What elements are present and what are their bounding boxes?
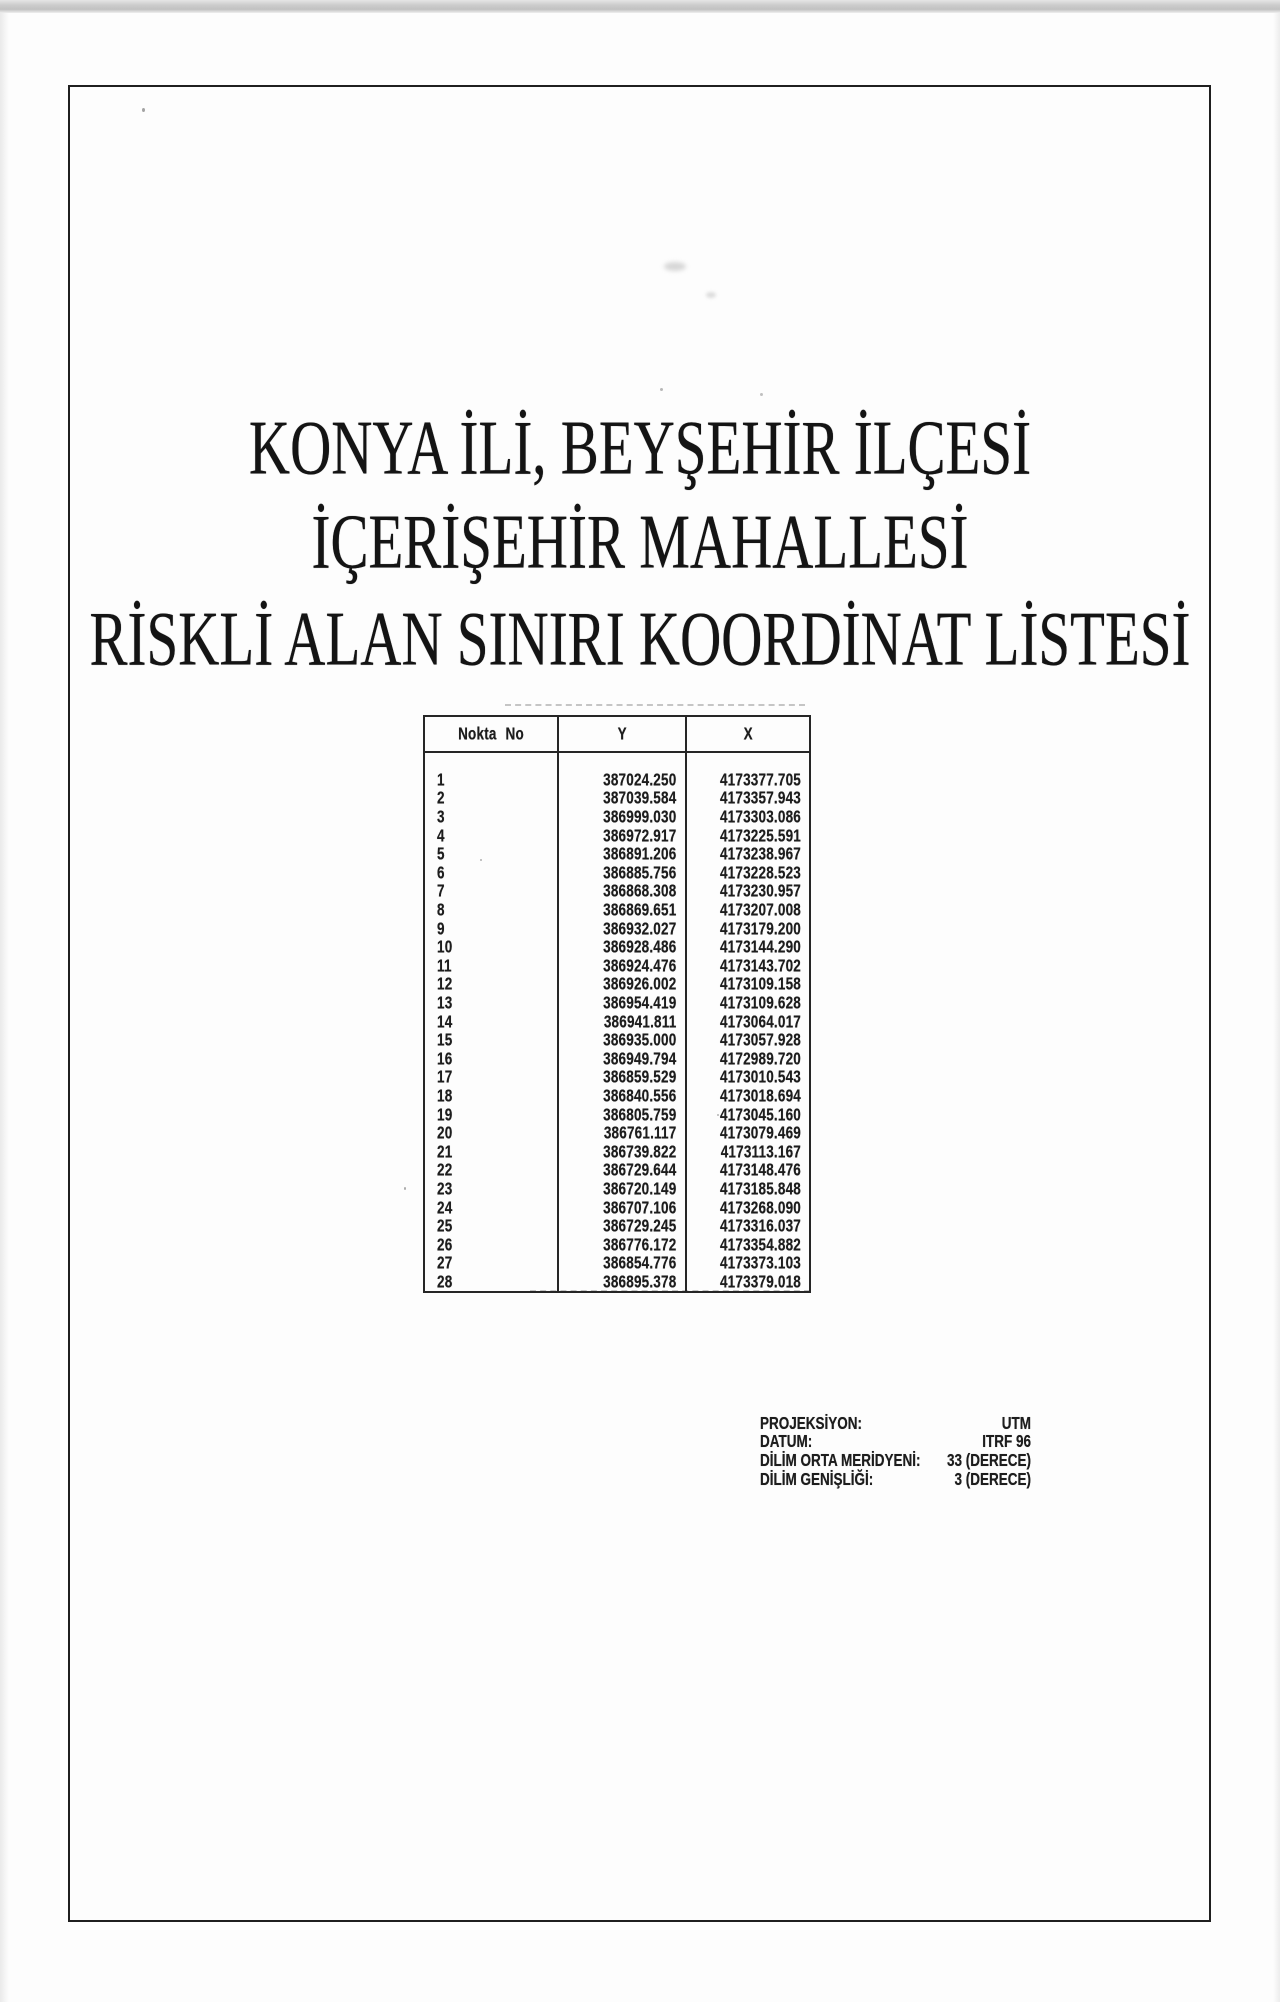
cell-point-no: 14 — [424, 1012, 558, 1031]
cell-point-no: 12 — [424, 975, 558, 994]
zone-width-row — [760, 1470, 1031, 1489]
table-row — [424, 1217, 810, 1236]
column-header-x: X — [686, 716, 810, 752]
cell-x-coordinate: 4173057.928 — [719, 1029, 801, 1050]
table-row — [424, 845, 810, 864]
cell-y-coordinate: 387024.250 — [558, 771, 686, 790]
cell-y-coordinate: 386954.419 — [558, 994, 686, 1013]
zone-width-label: DİLİM GENİŞLİĞİ: — [760, 1469, 874, 1489]
cell-point-no: 13 — [424, 994, 558, 1013]
cell-x-coordinate: 4173379.018 — [719, 1271, 801, 1291]
cell-point-no: 9 — [424, 919, 558, 938]
cell-y-coordinate: 386891.206 — [558, 845, 686, 864]
table-row — [424, 1254, 810, 1273]
cell-point-no: 23 — [424, 1180, 558, 1199]
table-row — [424, 882, 810, 901]
cell-point-no: 17 — [424, 1068, 558, 1087]
scan-speckle — [760, 393, 763, 396]
cell-y-coordinate: 386868.308 — [558, 882, 686, 901]
cell-x-coordinate: 4173303.086 — [719, 806, 801, 827]
cell-y-coordinate: 387039.584 — [558, 789, 686, 808]
cell-x-coordinate: 4173018.694 — [719, 1085, 801, 1106]
cell-point-no: 28 — [424, 1273, 558, 1292]
table-header-row — [424, 716, 810, 752]
column-header-nokta-no: Nokta No — [424, 716, 558, 752]
datum-value: ITRF 96 — [982, 1432, 1031, 1452]
scan-speckle — [664, 262, 686, 271]
document-title-line-3: RİSKLİ ALAN SINIRI KOORDİNAT LİSTESİ — [89, 596, 1191, 682]
column-header-y: Y — [558, 716, 686, 752]
cell-point-no: 22 — [424, 1161, 558, 1180]
cell-x-coordinate: 4173373.103 — [719, 1253, 801, 1273]
cell-y-coordinate: 386924.476 — [558, 957, 686, 976]
cell-x-coordinate: 4173228.523 — [719, 862, 801, 883]
table-row — [424, 1198, 810, 1217]
cell-x-coordinate: 4173377.705 — [719, 769, 801, 790]
projection-label: PROJEKSİYON: — [760, 1413, 863, 1433]
scan-speckle — [404, 1187, 406, 1190]
cell-point-no: 3 — [424, 808, 558, 827]
scan-speckle — [480, 859, 482, 861]
cell-x-coordinate: 4173010.543 — [719, 1067, 801, 1087]
page-right-edge-shadow — [1273, 13, 1280, 2002]
cell-point-no: 27 — [424, 1254, 558, 1273]
projection-info-block — [760, 1414, 1031, 1488]
cell-x-coordinate: 4173357.943 — [719, 788, 801, 808]
cell-point-no: 1 — [424, 771, 558, 790]
table-row — [424, 1273, 810, 1292]
cell-point-no: 8 — [424, 901, 558, 920]
cell-point-no: 11 — [424, 957, 558, 976]
central-meridian-value: 33 (DERECE) — [946, 1450, 1031, 1470]
table-row — [424, 994, 810, 1013]
cell-point-no: 21 — [424, 1142, 558, 1161]
cell-y-coordinate: 386926.002 — [558, 975, 686, 994]
cell-x-coordinate: 4173144.290 — [719, 936, 801, 957]
datum-label: DATUM: — [760, 1432, 813, 1452]
scan-speckle — [717, 1114, 719, 1116]
table-row — [424, 938, 810, 957]
cell-y-coordinate: 386761.117 — [558, 1124, 686, 1143]
cell-y-coordinate: 386739.822 — [558, 1142, 686, 1161]
table-row — [424, 1031, 810, 1050]
cell-x-coordinate: 4173148.476 — [719, 1160, 801, 1180]
cell-y-coordinate: 386729.644 — [558, 1161, 686, 1180]
cell-x-coordinate: 4173113.167 — [720, 1141, 801, 1162]
central-meridian-label: DİLİM ORTA MERİDYENİ: — [760, 1450, 921, 1470]
cell-x-coordinate: 4173079.469 — [719, 1122, 801, 1143]
cell-y-coordinate: 386707.106 — [558, 1198, 686, 1217]
coordinate-table — [423, 715, 811, 1293]
scan-speckle — [660, 388, 663, 391]
cell-y-coordinate: 386720.149 — [558, 1180, 686, 1199]
cell-point-no: 4 — [424, 826, 558, 845]
cell-point-no: 19 — [424, 1105, 558, 1124]
table-row — [424, 808, 810, 827]
cell-y-coordinate: 386729.245 — [558, 1217, 686, 1236]
projection-value: UTM — [1001, 1413, 1031, 1433]
cell-y-coordinate: 386776.172 — [558, 1235, 686, 1254]
table-row — [424, 1235, 810, 1254]
scan-artifact-dash-top — [505, 704, 805, 706]
table-row — [424, 1180, 810, 1199]
document-title-line-2: İÇERİŞEHİR MAHALLESİ — [311, 499, 969, 585]
cell-y-coordinate: 386885.756 — [558, 864, 686, 883]
cell-x-coordinate: 4173064.017 — [719, 1011, 801, 1031]
page-left-edge-shadow — [0, 13, 9, 2002]
table-top-spacer — [424, 752, 810, 771]
cell-y-coordinate: 386928.486 — [558, 938, 686, 957]
table-row — [424, 901, 810, 920]
table-row — [424, 1105, 810, 1124]
cell-y-coordinate: 386895.378 — [558, 1273, 686, 1292]
coordinate-table-body — [424, 752, 810, 1292]
cell-y-coordinate: 386840.556 — [558, 1087, 686, 1106]
table-row — [424, 1050, 810, 1069]
cell-y-coordinate: 386869.651 — [558, 901, 686, 920]
cell-y-coordinate: 386949.794 — [558, 1050, 686, 1069]
cell-y-coordinate: 386854.776 — [558, 1254, 686, 1273]
cell-point-no: 15 — [424, 1031, 558, 1050]
cell-point-no: 25 — [424, 1217, 558, 1236]
cell-x-coordinate: 4173045.160 — [719, 1104, 801, 1124]
datum-row — [760, 1433, 1031, 1452]
table-row — [424, 919, 810, 938]
cell-x-coordinate: 4173109.628 — [719, 992, 801, 1013]
cell-x-coordinate: 4173207.008 — [719, 899, 801, 920]
cell-x-coordinate: 4173238.967 — [719, 844, 801, 864]
cell-point-no: 16 — [424, 1050, 558, 1069]
cell-y-coordinate: 386935.000 — [558, 1031, 686, 1050]
cell-y-coordinate: 386805.759 — [558, 1105, 686, 1124]
cell-x-coordinate: 4173179.200 — [719, 918, 801, 938]
scanner-edge-strip — [0, 0, 1280, 13]
cell-point-no: 24 — [424, 1198, 558, 1217]
cell-point-no: 5 — [424, 845, 558, 864]
cell-x-coordinate: 4173225.591 — [719, 825, 801, 845]
table-row — [424, 1087, 810, 1106]
cell-x-coordinate: 4172989.720 — [719, 1048, 801, 1069]
cell-x-coordinate: 4173268.090 — [719, 1197, 801, 1217]
cell-point-no: 6 — [424, 864, 558, 883]
cell-y-coordinate: 386999.030 — [558, 808, 686, 827]
table-row — [424, 771, 810, 790]
cell-x-coordinate: 4173185.848 — [719, 1178, 801, 1199]
zone-width-value: 3 (DERECE) — [954, 1469, 1031, 1489]
cell-point-no: 26 — [424, 1235, 558, 1254]
cell-point-no: 10 — [424, 938, 558, 957]
table-row — [424, 1068, 810, 1087]
cell-x-coordinate: 4173354.882 — [719, 1234, 801, 1254]
cell-x-coordinate: 4173316.037 — [719, 1215, 801, 1236]
central-meridian-row — [760, 1451, 1031, 1470]
table-row — [424, 1161, 810, 1180]
cell-y-coordinate: 386941.811 — [558, 1012, 686, 1031]
cell-x-coordinate: 4173109.158 — [719, 974, 801, 994]
table-row — [424, 957, 810, 976]
table-row — [424, 789, 810, 808]
table-row — [424, 975, 810, 994]
cell-point-no: 7 — [424, 882, 558, 901]
cell-x-coordinate: 4173230.957 — [719, 881, 801, 901]
cell-y-coordinate: 386859.529 — [558, 1068, 686, 1087]
table-row — [424, 826, 810, 845]
cell-y-coordinate: 386972.917 — [558, 826, 686, 845]
cell-y-coordinate: 386932.027 — [558, 919, 686, 938]
scan-speckle — [706, 292, 716, 298]
table-row — [424, 864, 810, 883]
projection-row — [760, 1414, 1031, 1433]
scan-speckle — [142, 108, 145, 112]
cell-point-no: 20 — [424, 1124, 558, 1143]
table-row — [424, 1124, 810, 1143]
cell-x-coordinate: 4173143.702 — [719, 955, 801, 976]
cell-point-no: 2 — [424, 789, 558, 808]
document-title-line-1: KONYA İLİ, BEYŞEHİR İLÇESİ — [248, 405, 1032, 491]
table-row — [424, 1012, 810, 1031]
table-row — [424, 1142, 810, 1161]
cell-point-no: 18 — [424, 1087, 558, 1106]
